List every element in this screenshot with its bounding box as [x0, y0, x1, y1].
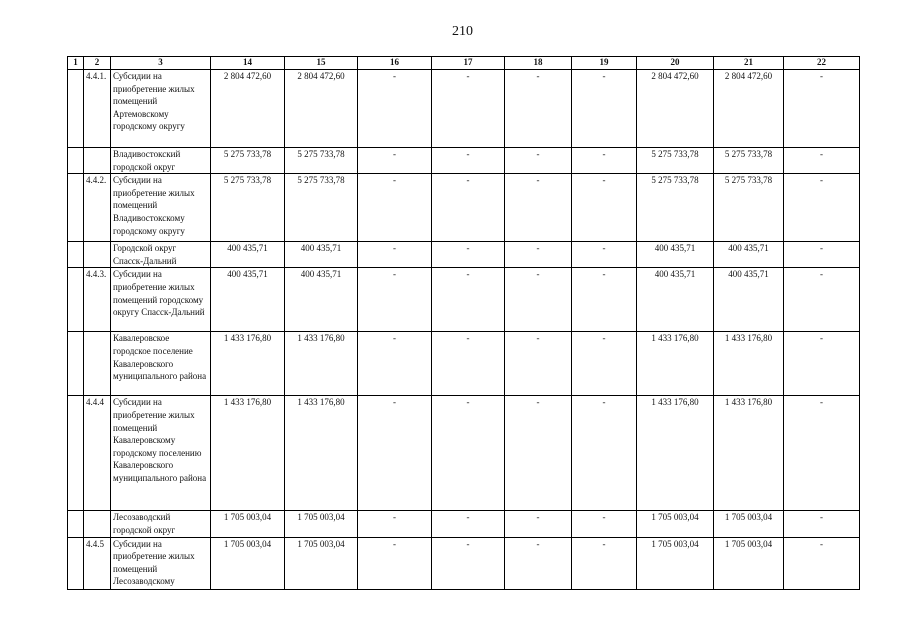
value-cell: -: [358, 511, 432, 537]
value-cell: 5 275 733,78: [285, 148, 358, 174]
value-cell: -: [505, 537, 572, 589]
value-cell: 1 705 003,04: [285, 511, 358, 537]
value-cell: -: [572, 70, 637, 148]
value-cell: -: [432, 242, 505, 268]
value-cell: -: [784, 268, 860, 332]
table-row: [68, 70, 860, 148]
value-cell: -: [358, 70, 432, 148]
col-header: 21: [714, 57, 784, 70]
value-cell: 1 705 003,04: [211, 537, 285, 589]
row-number: 4.4.1.: [84, 70, 111, 148]
value-cell: -: [784, 148, 860, 174]
value-cell: 1 433 176,80: [285, 332, 358, 396]
value-cell: 5 275 733,78: [714, 148, 784, 174]
value-cell: 1 433 176,80: [637, 396, 714, 511]
value-cell: 1 705 003,04: [714, 537, 784, 589]
row-cell-blank: [68, 70, 84, 148]
value-cell: -: [505, 268, 572, 332]
value-cell: 5 275 733,78: [714, 174, 784, 242]
value-cell: -: [572, 242, 637, 268]
row-number: [84, 332, 111, 396]
value-cell: -: [358, 537, 432, 589]
value-cell: -: [432, 511, 505, 537]
value-cell: -: [505, 332, 572, 396]
row-name: Кавалеровское городское поселение Кавалеровского муниципального района: [111, 332, 211, 396]
value-cell: 5 275 733,78: [211, 148, 285, 174]
value-cell: 1 433 176,80: [211, 332, 285, 396]
value-cell: -: [784, 537, 860, 589]
col-header: 22: [784, 57, 860, 70]
row-number: 4.4.5: [84, 537, 111, 589]
row-number: 4.4.4: [84, 396, 111, 511]
col-header: 19: [572, 57, 637, 70]
col-header: 17: [432, 57, 505, 70]
row-name: Городской округ Спасск-Дальний: [111, 242, 211, 268]
value-cell: 400 435,71: [637, 242, 714, 268]
value-cell: -: [358, 242, 432, 268]
row-cell-blank: [68, 242, 84, 268]
table-row: [68, 396, 860, 511]
value-cell: -: [505, 396, 572, 511]
value-cell: 1 433 176,80: [637, 332, 714, 396]
row-number: 4.4.3.: [84, 268, 111, 332]
value-cell: -: [432, 537, 505, 589]
value-cell: 5 275 733,78: [637, 148, 714, 174]
value-cell: 1 705 003,04: [637, 537, 714, 589]
value-cell: -: [784, 396, 860, 511]
table-row: [68, 268, 860, 332]
value-cell: -: [784, 242, 860, 268]
value-cell: -: [432, 174, 505, 242]
value-cell: -: [358, 174, 432, 242]
value-cell: -: [784, 332, 860, 396]
row-number: [84, 242, 111, 268]
value-cell: 5 275 733,78: [211, 174, 285, 242]
col-header: 1: [68, 57, 84, 70]
col-header: 3: [111, 57, 211, 70]
row-cell-blank: [68, 268, 84, 332]
value-cell: 400 435,71: [637, 268, 714, 332]
table-row: [68, 332, 860, 396]
row-cell-blank: [68, 396, 84, 511]
value-cell: -: [572, 174, 637, 242]
value-cell: 1 433 176,80: [714, 332, 784, 396]
value-cell: -: [572, 396, 637, 511]
value-cell: -: [358, 268, 432, 332]
value-cell: 5 275 733,78: [637, 174, 714, 242]
value-cell: -: [505, 174, 572, 242]
row-number: [84, 148, 111, 174]
row-cell-blank: [68, 174, 84, 242]
value-cell: -: [572, 148, 637, 174]
row-name: Лесозаводский городской округ: [111, 511, 211, 537]
row-cell-blank: [68, 511, 84, 537]
value-cell: 1 433 176,80: [211, 396, 285, 511]
table-row: [68, 537, 860, 589]
table-row: [68, 174, 860, 242]
value-cell: 2 804 472,60: [637, 70, 714, 148]
value-cell: 400 435,71: [714, 242, 784, 268]
table-row: [68, 511, 860, 537]
value-cell: -: [572, 268, 637, 332]
value-cell: 1 433 176,80: [714, 396, 784, 511]
value-cell: 400 435,71: [211, 268, 285, 332]
value-cell: -: [572, 537, 637, 589]
value-cell: 400 435,71: [714, 268, 784, 332]
row-cell-blank: [68, 332, 84, 396]
value-cell: -: [784, 174, 860, 242]
value-cell: 1 705 003,04: [637, 511, 714, 537]
value-cell: -: [432, 396, 505, 511]
value-cell: 1 705 003,04: [714, 511, 784, 537]
value-cell: 1 705 003,04: [285, 537, 358, 589]
value-cell: -: [784, 70, 860, 148]
row-number: [84, 511, 111, 537]
value-cell: 400 435,71: [285, 268, 358, 332]
table-row: [68, 148, 860, 174]
value-cell: -: [432, 268, 505, 332]
col-header: 15: [285, 57, 358, 70]
row-name: Субсидии на приобретение жилых помещений Кавалеровскому городскому поселению Кавалеровского муниципального района: [111, 396, 211, 511]
value-cell: 1 705 003,04: [211, 511, 285, 537]
value-cell: -: [432, 148, 505, 174]
value-cell: -: [572, 511, 637, 537]
value-cell: -: [358, 148, 432, 174]
row-name: Субсидии на приобретение жилых помещений Владивостокскому городскому округу: [111, 174, 211, 242]
value-cell: -: [432, 70, 505, 148]
row-number: 4.4.2.: [84, 174, 111, 242]
value-cell: 2 804 472,60: [285, 70, 358, 148]
value-cell: -: [784, 511, 860, 537]
value-cell: -: [432, 332, 505, 396]
row-cell-blank: [68, 537, 84, 589]
value-cell: -: [572, 332, 637, 396]
page-number: 210: [452, 24, 473, 39]
col-header: 18: [505, 57, 572, 70]
row-cell-blank: [68, 148, 84, 174]
value-cell: -: [505, 70, 572, 148]
value-cell: 400 435,71: [211, 242, 285, 268]
value-cell: -: [358, 396, 432, 511]
col-header: 2: [84, 57, 111, 70]
value-cell: 400 435,71: [285, 242, 358, 268]
table-row: [68, 242, 860, 268]
row-name: Субсидии на приобретение жилых помещений городскому округу Спасск-Дальний: [111, 268, 211, 332]
row-name: Субсидии на приобретение жилых помещений Лесозаводскому: [111, 537, 211, 589]
col-header: 14: [211, 57, 285, 70]
budget-table: [67, 56, 860, 590]
value-cell: 2 804 472,60: [714, 70, 784, 148]
value-cell: -: [505, 242, 572, 268]
value-cell: 5 275 733,78: [285, 174, 358, 242]
value-cell: 2 804 472,60: [211, 70, 285, 148]
col-header: 20: [637, 57, 714, 70]
header-row: [68, 57, 860, 70]
col-header: 16: [358, 57, 432, 70]
value-cell: -: [505, 148, 572, 174]
value-cell: -: [505, 511, 572, 537]
value-cell: 1 433 176,80: [285, 396, 358, 511]
row-name: Владивостокский городской округ: [111, 148, 211, 174]
value-cell: -: [358, 332, 432, 396]
row-name: Субсидии на приобретение жилых помещений Артемовскому городскому округу: [111, 70, 211, 148]
table-body: [68, 70, 860, 590]
